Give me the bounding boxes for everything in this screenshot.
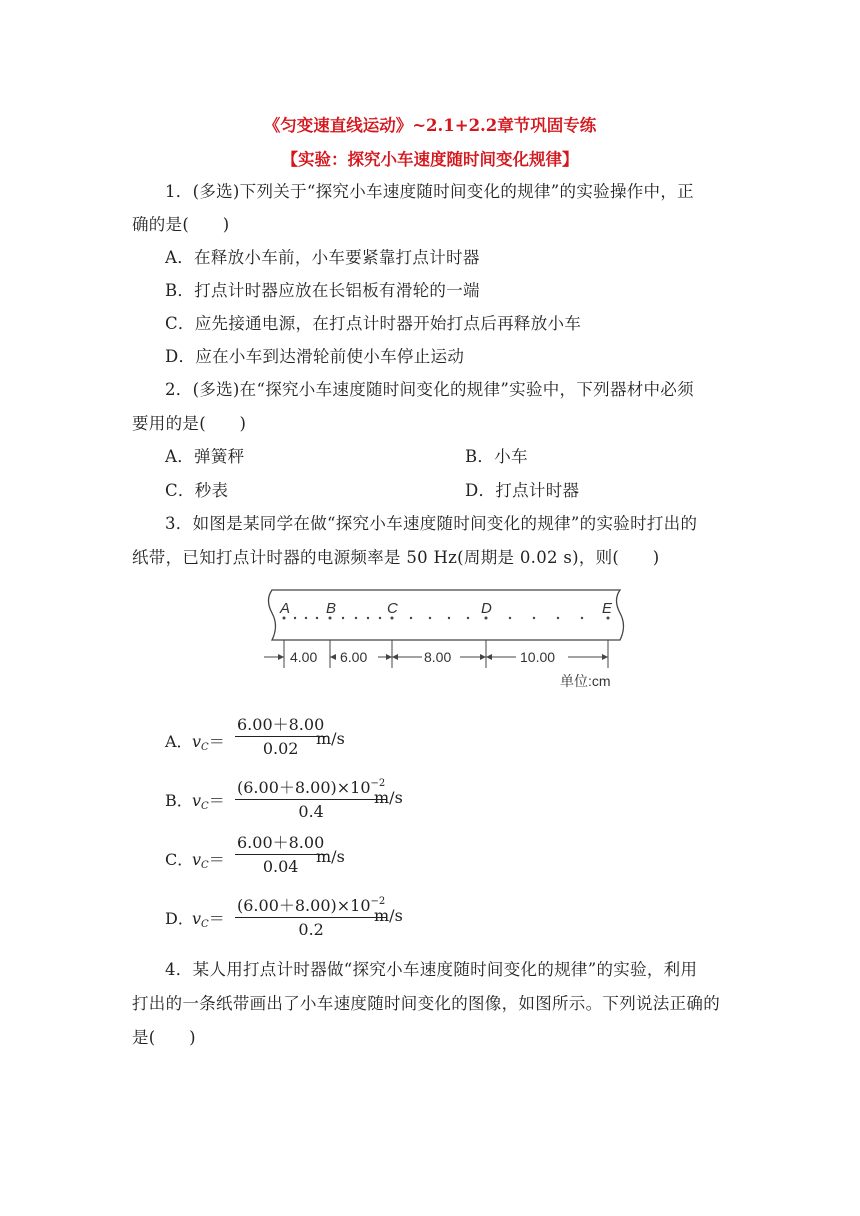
q2-option-c: C．秒表 [165,481,229,500]
q3-option-b-var: $v_C=$ [192,791,225,812]
q3-option-d-var: $v_C=$ [192,909,225,930]
q4-stem-line1: 4．某人用打点计时器做“探究小车速度随时间变化的规律”的实验，利用 [165,960,698,979]
segment-label-cd: 8.00 [424,649,452,665]
q2-option-d: D．打点计时器 [465,481,580,500]
q1-option-b: B．打点计时器应放在长铝板有滑轮的一端 [165,281,480,300]
q3-option-c-denominator: 0.04 [262,857,299,876]
ticker-tape-figure [250,578,645,693]
q2-stem-line2: 要用的是( ) [132,414,247,433]
q3-option-a-label: A． [165,732,193,751]
q3-option-c-unit: m/s [316,847,345,866]
q3-option-b-label: B． [165,791,193,810]
q3-option-a-fraction [235,714,326,761]
q2-option-a: A．弹簧秤 [165,447,245,466]
q4-stem-line2: 打出的一条纸带画出了小车速度随时间变化的图像，如图所示。下列说法正确的 [132,994,720,1013]
q4-stem-line3: 是( ) [132,1028,196,1047]
q3-option-b-denominator: 0.4 [298,802,324,821]
q3-option-a-denominator: 0.02 [262,739,299,758]
point-label-a: A [280,600,291,617]
q3-option-b-unit: m/s [374,788,403,807]
point-label-c: C [387,600,398,617]
q1-stem-line2: 确的是( ) [132,215,230,234]
segment-label-de: 10.00 [520,649,556,665]
segment-label-bc: 6.00 [340,649,368,665]
tape-outline [269,590,624,640]
q1-option-d: D．应在小车到达滑轮前使小车停止运动 [165,347,465,366]
q3-option-a-numerator: 6.00＋8.00 [237,715,325,734]
q3-option-d-fraction [235,891,387,942]
point-label-e: E [602,600,613,617]
q3-option-d-denominator: 0.2 [298,920,324,939]
q1-option-a: A．在释放小车前，小车要紧靠打点计时器 [165,248,480,267]
q3-option-d-numerator: $(6.00+8.00)\times 10^{-2}$ [237,896,386,915]
q3-option-b-numerator: $(6.00+8.00)\times 10^{-2}$ [237,778,386,797]
q1-stem-line1: 1．(多选)下列关于“探究小车速度随时间变化的规律”的实验操作中，正 [165,182,694,201]
q3-stem-line2: 纸带，已知打点计时器的电源频率是 50 Hz(周期是 0.02 s)，则( ) [132,548,660,567]
q2-option-b: B．小车 [465,447,528,466]
unit-label: 单位:cm [560,673,611,689]
q3-stem-line1: 3．如图是某同学在做“探究小车速度随时间变化的规律”的实验时打出的 [165,514,698,533]
q3-option-b-fraction [235,773,387,824]
q3-option-d-label: D． [165,909,194,928]
q3-option-d-unit: m/s [374,906,403,925]
q3-option-a-unit: m/s [316,729,345,748]
q3-option-c-label: C． [165,850,194,869]
q3-option-c-fraction [235,832,326,879]
q1-option-c: C．应先接通电源，在打点计时器开始打点后再释放小车 [165,314,582,333]
section-subtitle: 【实验：探究小车速度随时间变化规律】 [281,150,579,169]
point-label-d: D [481,600,492,617]
q2-stem-line1: 2．(多选)在“探究小车速度随时间变化的规律”实验中，下列器材中必须 [165,380,694,399]
q3-option-c-var: $v_C=$ [192,850,225,871]
document-title: 《匀变速直线运动》~2.1+2.2章节巩固专练 [263,116,597,135]
segment-label-ab: 4.00 [290,649,318,665]
q3-option-c-numerator: 6.00＋8.00 [237,833,325,852]
point-label-b: B [326,600,337,617]
q3-option-a-var: $v_C=$ [192,732,225,753]
